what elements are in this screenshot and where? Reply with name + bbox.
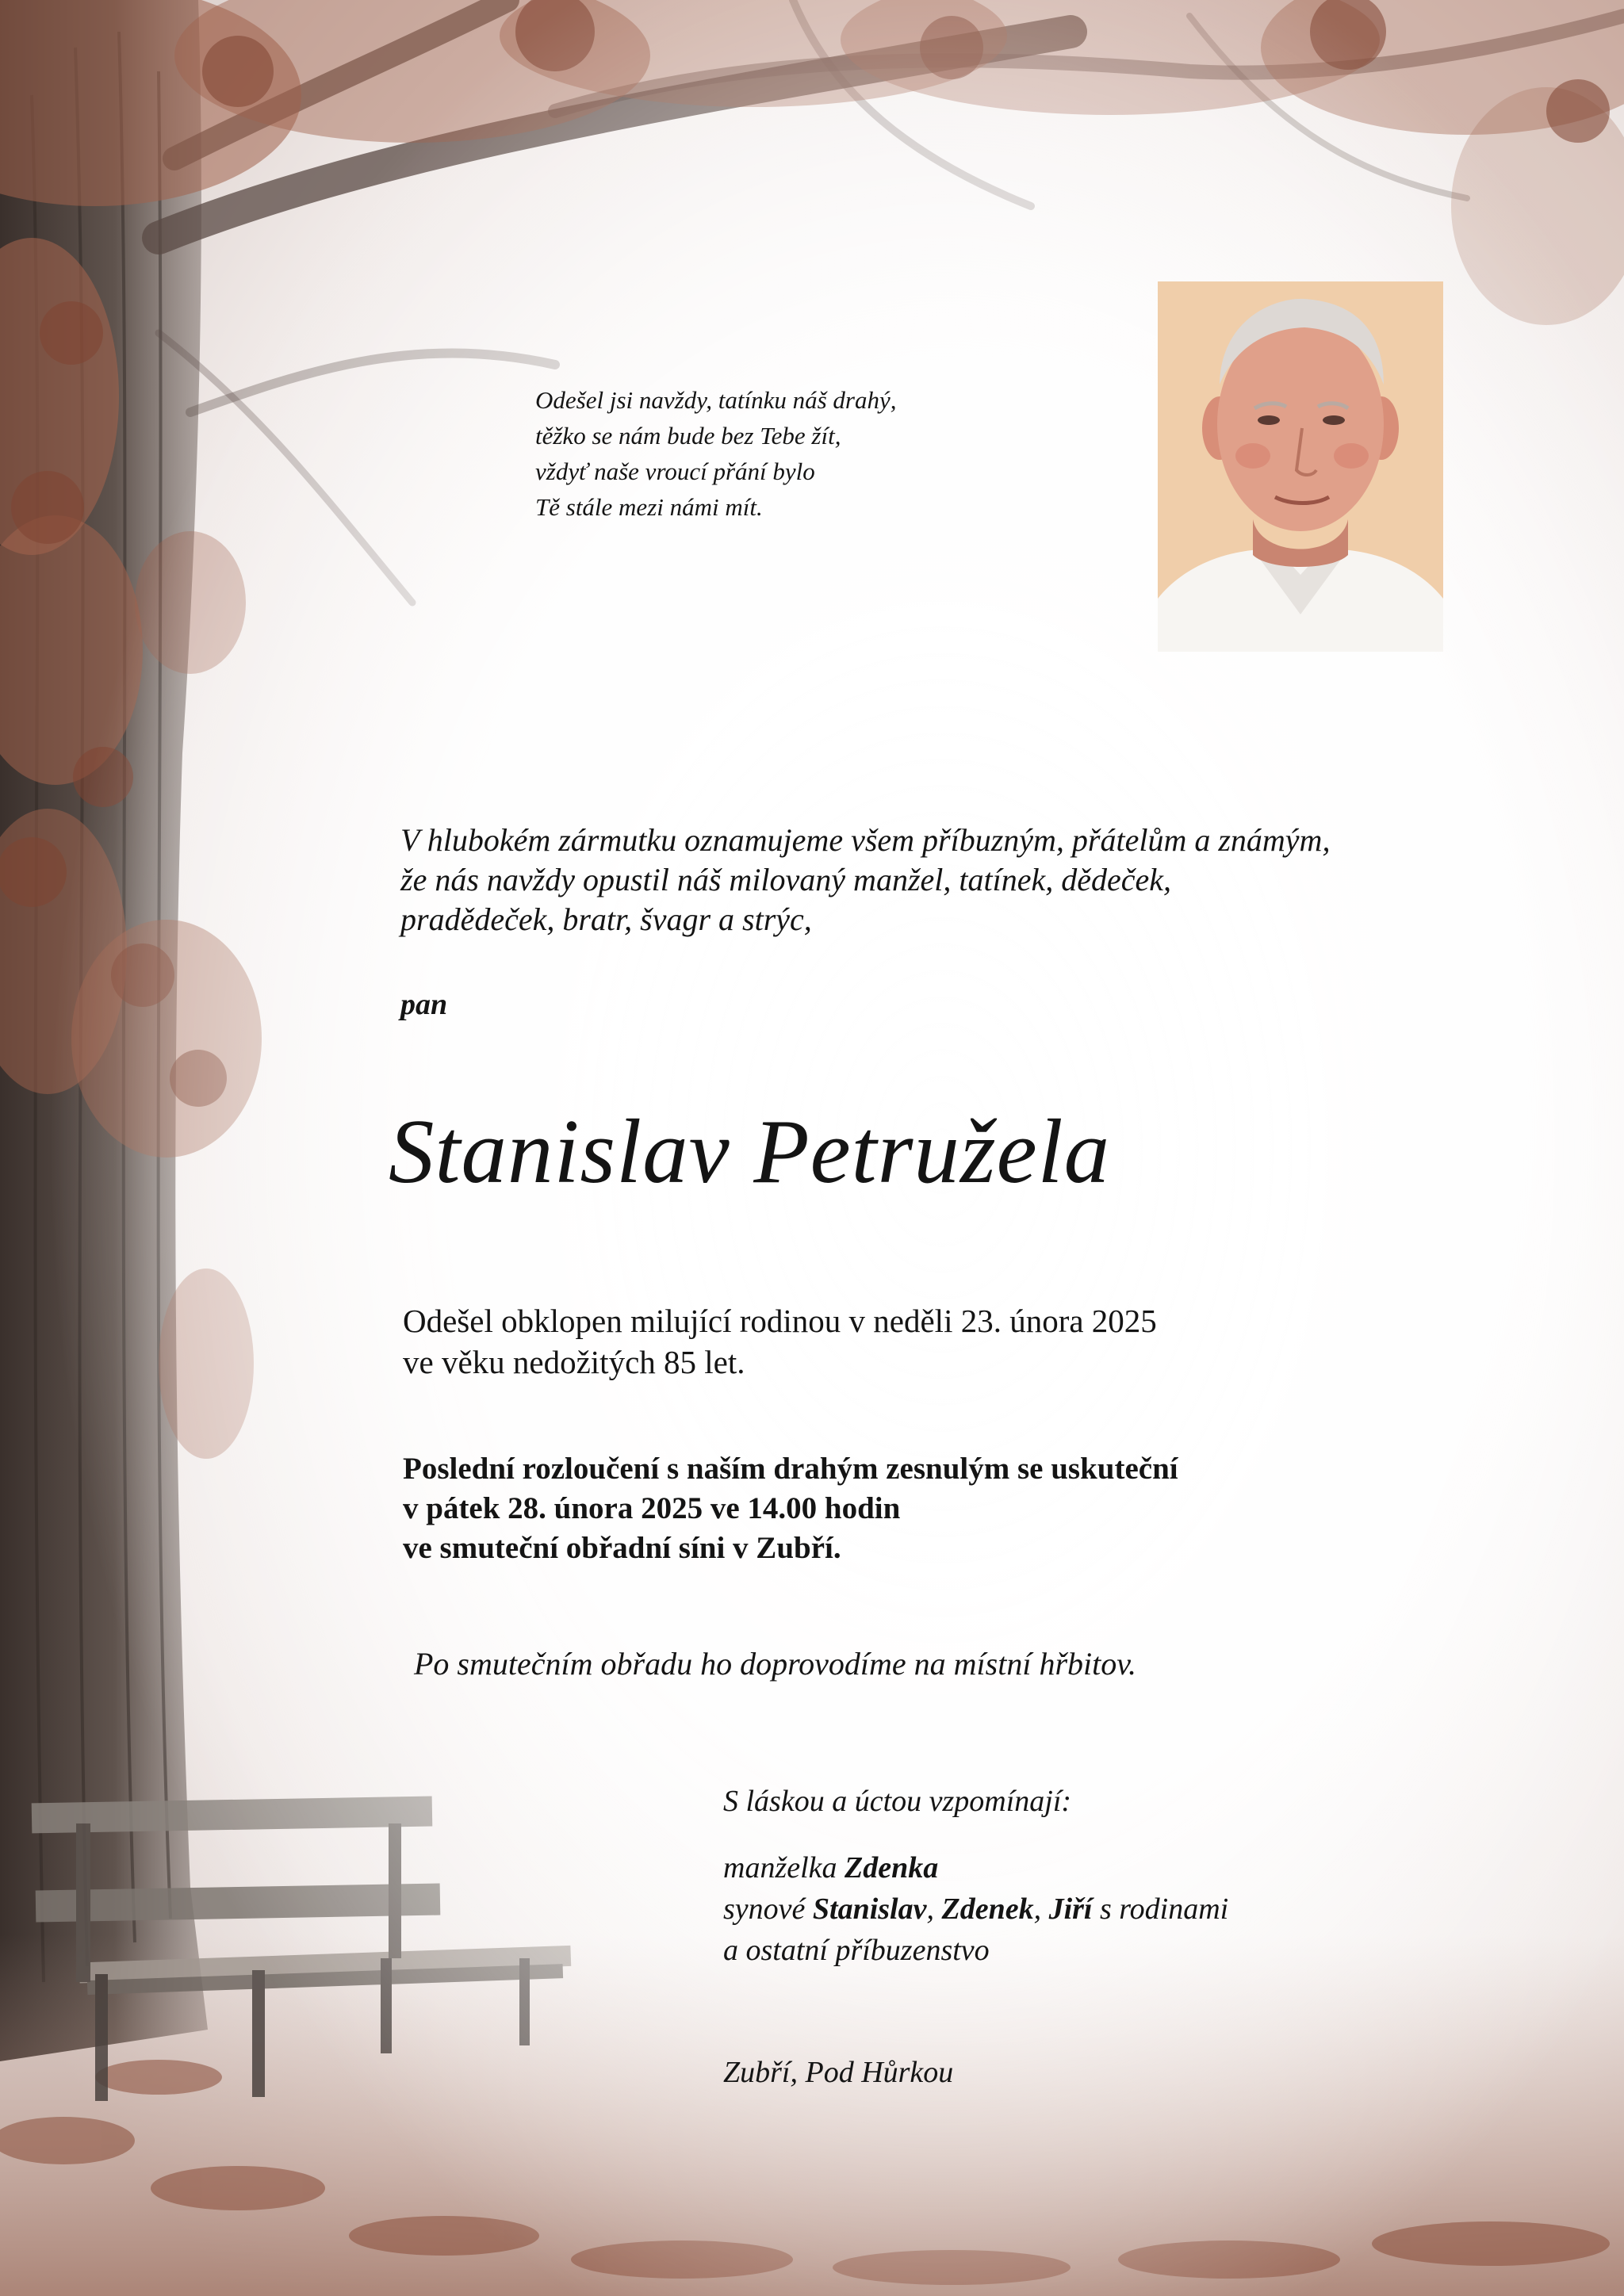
announcement-text: [400, 821, 1330, 939]
mourners-list: [723, 1847, 1228, 1971]
son-name: Stanislav: [812, 1892, 927, 1926]
death-info-line: Odešel obklopen milující rodinou v neděli 23. února 2025: [403, 1303, 1157, 1339]
motto-poem: [535, 382, 896, 525]
death-info: [403, 1300, 1157, 1383]
motto-line: Odešel jsi navždy, tatínku náš drahý,: [535, 386, 897, 414]
deceased-name: Stanislav Petružela: [389, 1101, 1111, 1202]
funeral-info: [403, 1449, 1178, 1568]
burial-info: Po smutečním obřadu ho doprovodíme na místní hřbitov.: [414, 1646, 1137, 1682]
sons-separator: ,: [926, 1892, 942, 1926]
funeral-info-line: Poslední rozloučení s naším drahým zesnulým se uskuteční: [403, 1452, 1178, 1486]
portrait-photo: [1158, 281, 1443, 652]
sons-label: synové: [723, 1892, 806, 1926]
motto-line: těžko se nám bude bez Tebe žít,: [535, 422, 841, 450]
sons-separator: ,: [1033, 1892, 1049, 1926]
funeral-info-line: v pátek 28. února 2025 ve 14.00 hodin: [403, 1491, 901, 1525]
location: Zubří, Pod Hůrkou: [723, 2056, 954, 2089]
wife-name: Zdenka: [845, 1851, 939, 1885]
mourner-others: a ostatní příbuzenstvo: [723, 1934, 990, 1967]
announcement-line: že nás navždy opustil náš milovaný manžel, tatínek, dědeček,: [400, 862, 1171, 897]
announcement-line: V hlubokém zármutku oznamujeme všem příbuzným, přátelům a známým,: [400, 822, 1331, 858]
son-name: Zdenek: [941, 1892, 1034, 1926]
motto-line: vždyť naše vroucí přání bylo: [535, 457, 815, 485]
sons-suffix: s rodinami: [1092, 1892, 1229, 1926]
motto-line: Tě stále mezi námi mít.: [535, 493, 763, 521]
wife-label: manželka: [723, 1851, 837, 1885]
title-prefix: pan: [400, 988, 448, 1021]
announcement-line: pradědeček, bratr, švagr a strýc,: [400, 901, 812, 937]
son-name: Jiří: [1048, 1892, 1093, 1926]
death-info-line: ve věku nedožitých 85 let.: [403, 1344, 745, 1380]
remembrance-heading: S láskou a úctou vzpomínají:: [723, 1785, 1072, 1818]
mourner-sons: [723, 1888, 1228, 1930]
mourner-wife: [723, 1847, 1228, 1888]
funeral-info-line: ve smuteční obřadní síni v Zubří.: [403, 1531, 841, 1565]
